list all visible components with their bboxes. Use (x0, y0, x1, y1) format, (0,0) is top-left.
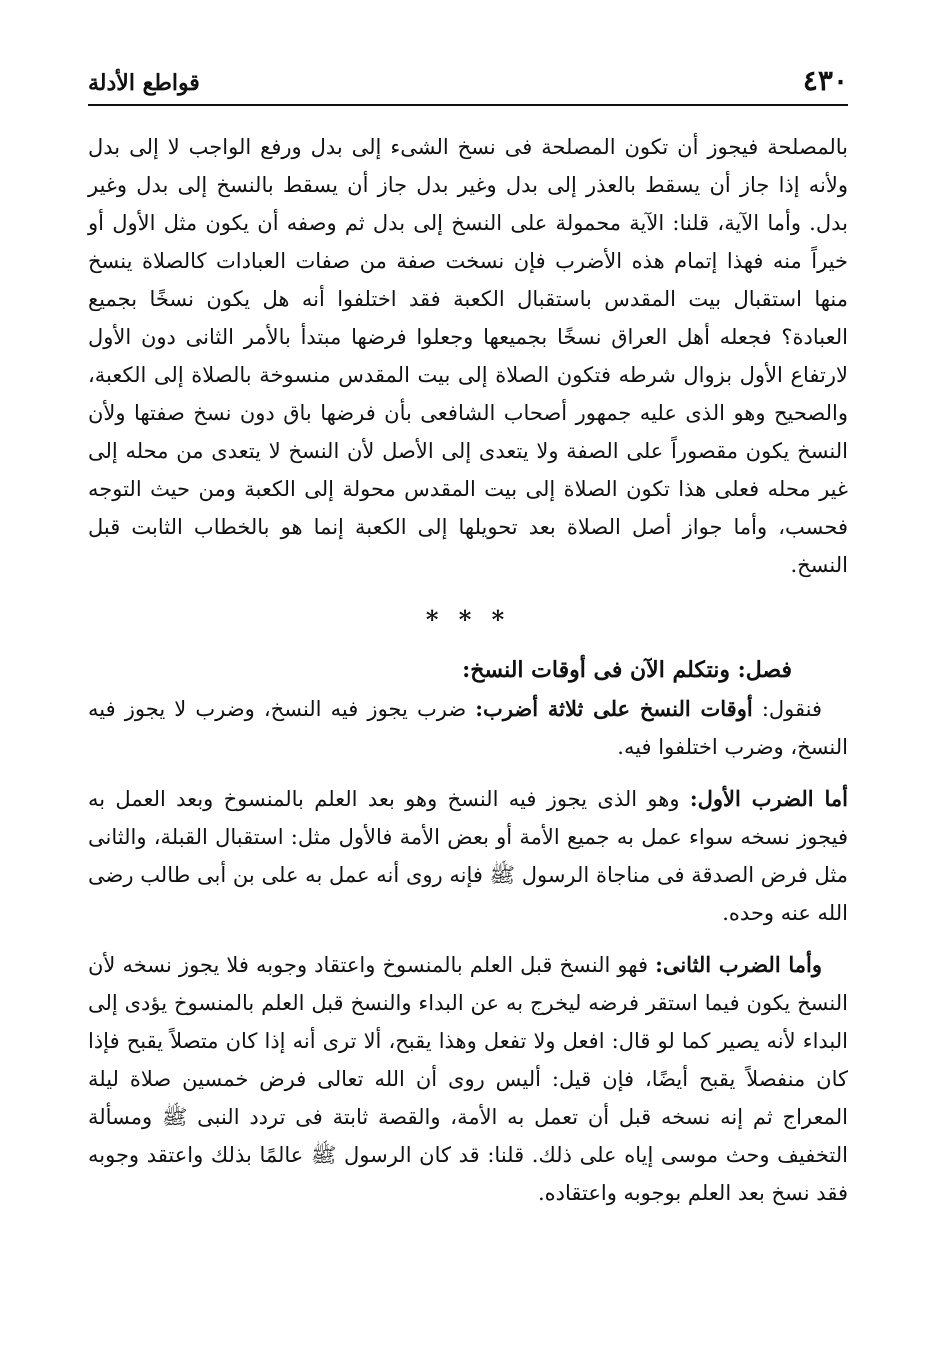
paragraph-text: فهو النسخ قبل العلم بالمنسوخ واعتقاد وجوبه فلا يجوز نسخه لأن النسخ يكون فيما استقر فرضه ليخرج به عن البداء والنسخ قبل العلم بالمنسوخ يؤدى إلى البداء لأنه يصير كما لو قال: افعل ولا تفعل وهذا يقبح، ألا ترى أنه إذا كان متصلاً يقبح فإذا كان منفصلاً يقبح أيضًا، فإن قيل: أليس روى أن الله تعالى فرض خمسين صلاة ليلة المعراج ثم إنه نسخه قبل أن تعمل به الأمة، والقصة ثابتة فى تردد النبى ﷺ ومسألة التخفيف وحث موسى إياه على ذلك. قلنا: قد كان الرسول ﷺ عالمًا بذلك واعتقد وجوبه فقد نسخ بعد العلم بوجوبه واعتقاده. (88, 953, 848, 1205)
paragraph-lead: أما الضرب الأول: (689, 786, 848, 811)
page-body (88, 128, 848, 1212)
book-page (88, 60, 848, 1212)
paragraph-text: ضرب يجوز فيه النسخ، وضرب لا يجوز فيه النسخ، وضرب اختلفوا فيه. (88, 697, 848, 759)
paragraph-lead: أوقات النسخ على ثلاثة أضرب: (475, 696, 753, 721)
paragraph-lead: وأما الضرب الثانى: (655, 952, 822, 977)
paragraph-second-type (88, 946, 848, 1212)
paragraph-prefix: فنقول: (752, 697, 823, 721)
paragraph-continuation: بالمصلحة فيجوز أن تكون المصلحة فى نسخ الشىء إلى بدل ورفع الواجب لا إلى بدل ولأنه إذا جاز أن يسقط بالعذر إلى بدل وغير بدل جاز أن يسقط بالنسخ إلى بدل وغير بدل. وأما الآية، قلنا: الآية محمولة على النسخ إلى بدل ثم وصفه أن يكون مثل الأول أو خيراً منه فهذا إتمام هذه الأضرب فإن نسخت صفة من صفات العبادات كالصلاة ينسخ منها استقبال بيت المقدس باستقبال الكعبة فقد اختلفوا أنه هل يكون نسخًا بجميع العبادة؟ فجعله أهل العراق نسخًا بجميعها وجعلوا فرضها مبتدأ بالأمر الثانى دون الأول لارتفاع الأول بزوال شرطه فتكون الصلاة إلى بيت المقدس منسوخة بالصلاة إلى الكعبة، والصحيح وهو الذى عليه جمهور أصحاب الشافعى بأن فرضها باق دون نسخ صفتها ولأن النسخ يكون مقصوراً على الصفة ولا يتعدى إلى الأصل لأن النسخ لا يتعدى من محله إلى غير محله فعلى هذا تكون الصلاة إلى بيت المقدس محولة إلى الكعبة ومن حيث التوجه فحسب، وأما جواز أصل الصلاة بعد تحويلها إلى الكعبة إنما هو بالخطاب الثابت قبل النسخ. (88, 135, 848, 577)
paragraph-text: وهو الذى يجوز فيه النسخ وهو بعد العلم بالمنسوخ وبعد العمل به فيجوز نسخه سواء عمل به جميع الأمة أو بعض الأمة فالأول مثل: استقبال القبلة، والثانى مثل فرض الصدقة فى مناجاة الرسول ﷺ فإنه روى أنه عمل به على بن أبى طالب رضى الله عنه وحده. (88, 787, 848, 925)
paragraph-first-type (88, 780, 848, 932)
page-header (88, 60, 848, 106)
running-title: قواطع الأدلة (88, 70, 200, 96)
section-heading: فصل: ونتكلم الآن فى أوقات النسخ: (462, 657, 792, 683)
section-separator: * * * (425, 605, 511, 634)
paragraph-times-of-abrogation (88, 690, 848, 766)
page-number: ٤٣٠ (802, 64, 848, 97)
